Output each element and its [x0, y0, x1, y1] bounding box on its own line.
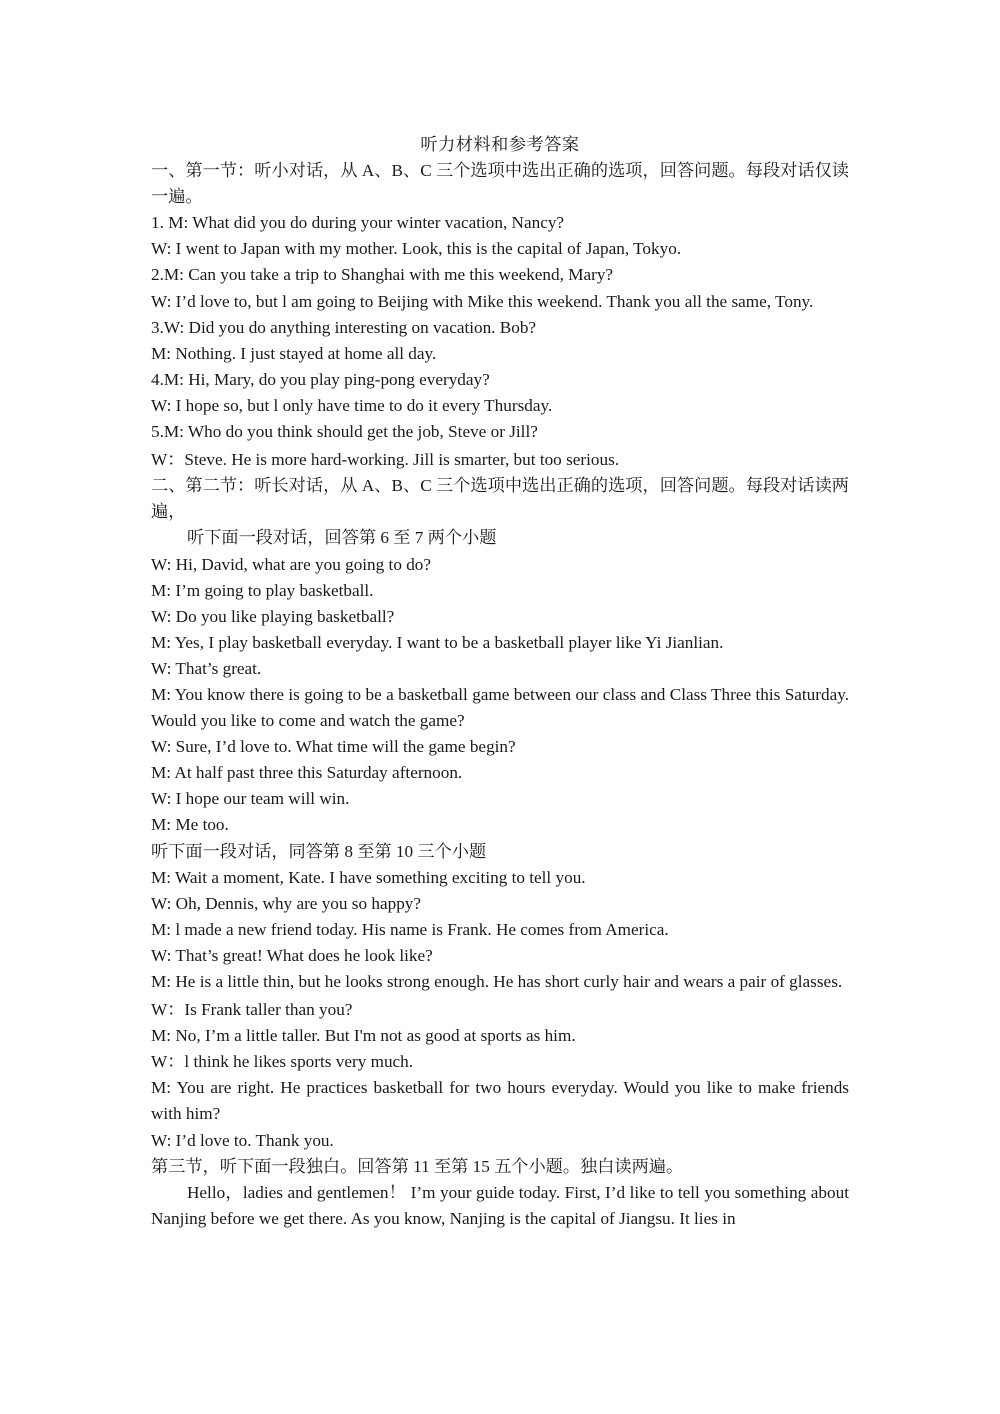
dialog-line: 5.M: Who do you think should get the job, Steve or Jill?: [151, 422, 538, 442]
dialog-line: M: You are right. He practices basketball for two hours everyday. Would you like to make friends with him?: [151, 1078, 849, 1124]
dialog-line: 1. M: What did you do during your winter vacation, Nancy?: [151, 213, 565, 233]
dialog-line: W: Sure, I’d love to. What time will the game begin?: [151, 737, 516, 757]
dialog-line: W: That’s great.: [151, 658, 262, 678]
dialog-line: 2.M: Can you take a trip to Shanghai with me this weekend, Mary?: [151, 265, 614, 285]
dialog-line: W: I’d love to. Thank you.: [151, 1130, 334, 1150]
dialog-line: M: No, I’m a little taller. But I'm not as good at sports as him.: [151, 1026, 576, 1046]
dialog-line: W: Oh, Dennis, why are you so happy?: [151, 893, 422, 913]
dialog-line: M: I’m going to play basketball.: [151, 580, 374, 600]
dialog-line: M: He is a little thin, but he looks strong enough. He has short curly hair and wears a pair of glasses.: [151, 972, 843, 991]
monologue-paragraph: Hello，ladies and gentlemen！ I’m your guide today. First, I’d like to tell you something about Nanjing before we get there. As you know, Nanjing is the capital of Jiangsu. It lies in: [151, 1182, 849, 1228]
dialog1-intro: 听下面一段对话，回答第 6 至 7 两个小题: [187, 528, 497, 548]
dialog-line: W: I went to Japan with my mother. Look, this is the capital of Japan, Tokyo.: [151, 239, 682, 259]
dialog-line: 4.M: Hi, Mary, do you play ping-pong everyday?: [151, 369, 490, 389]
section2-heading: 二、第二节：听长对话，从 A、B、C 三个选项中选出正确的选项，回答问题。每段对话读两遍，: [151, 476, 849, 522]
dialog-line: M: You know there is going to be a basketball game between our class and Class Three this Saturday. Would you like to come and watch the game?: [151, 684, 849, 731]
dialog-line: W: I hope our team will win.: [151, 789, 350, 809]
dialog-line: M: l made a new friend today. His name is Frank. He comes from America.: [151, 919, 669, 939]
section1-heading: 一、第一节：听小对话，从 A、B、C 三个选项中选出正确的选项，回答问题。每段对话仅读一遍。: [151, 161, 849, 207]
page-title: 听力材料和参考答案: [420, 135, 580, 154]
section3-heading: 第三节，听下面一段独白。回答第 11 至第 15 五个小题。独白读两遍。: [151, 1156, 684, 1176]
dialog-line: W: I’d love to, but l am going to Beijing with Mike this weekend. Thank you all the same, Tony.: [151, 291, 814, 311]
dialog-line: W：Is Frank taller than you?: [151, 1000, 353, 1020]
dialog-line: W: I hope so, but l only have time to do it every Thursday.: [151, 395, 553, 415]
dialog-line: W: Do you like playing basketball?: [151, 606, 395, 626]
dialog-line: M: Wait a moment, Kate. I have something exciting to tell you.: [151, 867, 586, 887]
dialog-line: W: That’s great! What does he look like?: [151, 945, 433, 965]
dialog-line: W：l think he likes sports very much.: [151, 1052, 414, 1072]
dialog-line: M: Yes, I play basketball everyday. I want to be a basketball player like Yi Jianlian.: [151, 632, 724, 652]
dialog-line: W：Steve. He is more hard-working. Jill is smarter, but too serious.: [151, 450, 620, 470]
dialog-line: 3.W: Did you do anything interesting on vacation. Bob?: [151, 317, 537, 337]
dialog-line: M: Nothing. I just stayed at home all day.: [151, 343, 437, 363]
dialog-line: M: Me too.: [151, 815, 229, 835]
document-page: [151, 132, 849, 1232]
dialog2-intro: 听下面一段对话，同答第 8 至第 10 三个小题: [151, 841, 487, 861]
dialog-line: W: Hi, David, what are you going to do?: [151, 554, 432, 574]
dialog-line: M: At half past three this Saturday afternoon.: [151, 763, 463, 783]
